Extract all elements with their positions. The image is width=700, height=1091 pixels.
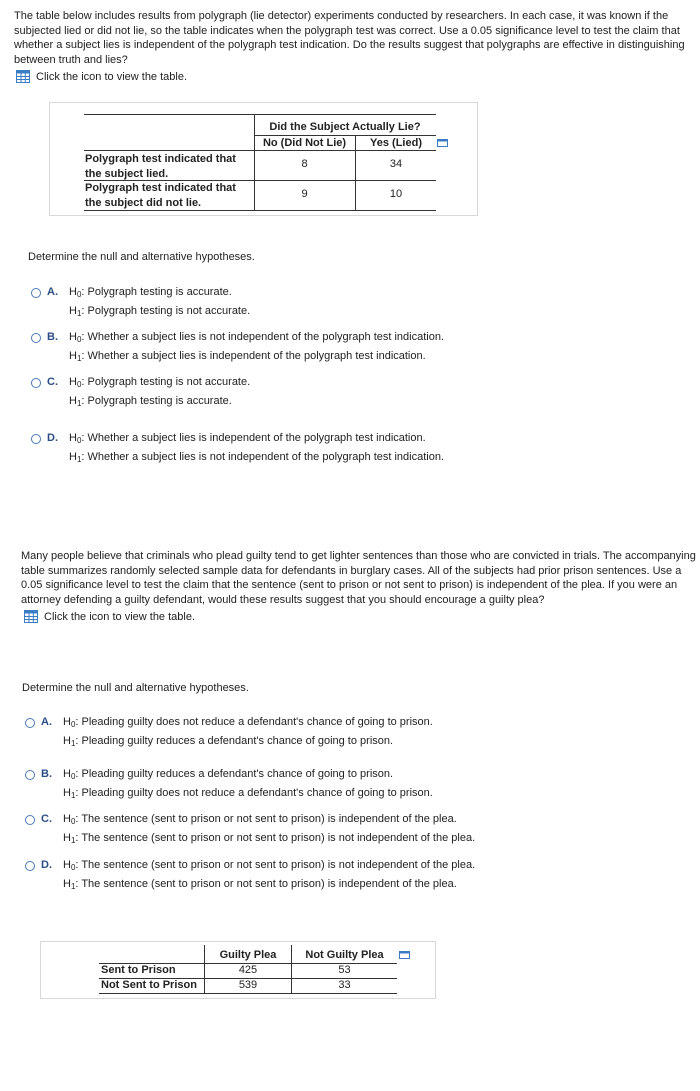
option-h0: : Polygraph testing is not accurate. bbox=[81, 376, 251, 388]
q2-row1-v1: 425 bbox=[238, 964, 258, 976]
option-h1: : The sentence (sent to prison or not sent to prison) is not independent of the plea. bbox=[75, 832, 476, 844]
q1-row2-label-b: the subject did not lie. bbox=[85, 196, 202, 209]
q1-row1-label-b: the subject lied. bbox=[85, 167, 169, 180]
table-grid-icon[interactable] bbox=[16, 70, 30, 83]
q1-prompt: Determine the null and alternative hypotheses. bbox=[28, 251, 255, 263]
option-letter: B. bbox=[47, 331, 58, 343]
h-symbol: H bbox=[63, 735, 71, 747]
h-symbol: H bbox=[63, 787, 71, 799]
q1-table-link-text[interactable]: Click the icon to view the table. bbox=[36, 70, 188, 83]
radio-button[interactable] bbox=[25, 770, 35, 780]
q1-option-b[interactable] bbox=[31, 331, 444, 366]
option-letter: C. bbox=[47, 376, 58, 388]
q1-row1-v2: 34 bbox=[389, 158, 403, 170]
h-symbol: H bbox=[63, 768, 71, 780]
radio-button[interactable] bbox=[25, 718, 35, 728]
h-symbol: H bbox=[63, 832, 71, 844]
option-h1: : Pleading guilty reduces a defendant's chance of going to prison. bbox=[75, 735, 394, 747]
q1-row1-v1: 8 bbox=[301, 158, 308, 170]
h-symbol: H bbox=[63, 813, 71, 825]
option-h1: : Whether a subject lies is independent of the polygraph test indication. bbox=[81, 350, 426, 362]
copy-table-icon[interactable] bbox=[437, 139, 448, 147]
option-h0: : Pleading guilty reduces a defendant's chance of going to prison. bbox=[75, 768, 394, 780]
radio-button[interactable] bbox=[25, 815, 35, 825]
h-symbol: H bbox=[63, 859, 71, 871]
q1-col2-header: Yes (Lied) bbox=[370, 137, 422, 149]
option-h1: : Whether a subject lies is not independent of the polygraph test indication. bbox=[81, 451, 445, 463]
h-symbol: H bbox=[69, 305, 77, 317]
option-h0: : Pleading guilty does not reduce a defendant's chance of going to prison. bbox=[75, 716, 433, 728]
h-symbol: H bbox=[69, 451, 77, 463]
h-sub: 0 bbox=[70, 817, 76, 826]
h-sub: 1 bbox=[70, 791, 76, 800]
q2-row2-v2: 33 bbox=[338, 979, 351, 991]
q1-group-header: Did the Subject Actually Lie? bbox=[269, 121, 421, 133]
q1-row1-label-a: Polygraph test indicated that bbox=[85, 153, 236, 165]
option-h0: : Polygraph testing is accurate. bbox=[81, 286, 232, 298]
option-letter: C. bbox=[41, 813, 52, 825]
option-h1: : The sentence (sent to prison or not sent to prison) is independent of the plea. bbox=[75, 878, 457, 890]
h-sub: 0 bbox=[70, 772, 76, 781]
h-symbol: H bbox=[69, 432, 77, 444]
q1-option-d[interactable] bbox=[31, 432, 444, 467]
q2-option-a[interactable] bbox=[25, 716, 433, 751]
option-letter: D. bbox=[47, 432, 58, 444]
option-letter: A. bbox=[41, 716, 52, 728]
radio-button[interactable] bbox=[31, 434, 41, 444]
h-sub: 0 bbox=[76, 290, 82, 299]
h-symbol: H bbox=[69, 286, 77, 298]
q1-row2-v2: 10 bbox=[389, 188, 403, 200]
q2-col2-header: Not Guilty Plea bbox=[305, 949, 384, 961]
h-sub: 1 bbox=[76, 399, 82, 408]
q1-option-a[interactable] bbox=[31, 286, 250, 321]
h-symbol: H bbox=[69, 376, 77, 388]
h-sub: 1 bbox=[76, 354, 82, 363]
h-sub: 1 bbox=[76, 309, 82, 318]
h-sub: 1 bbox=[76, 455, 82, 464]
q1-row2-label bbox=[85, 181, 236, 210]
radio-button[interactable] bbox=[31, 333, 41, 343]
q2-option-b[interactable] bbox=[25, 768, 433, 803]
radio-button[interactable] bbox=[31, 378, 41, 388]
q2-option-d[interactable] bbox=[25, 859, 475, 894]
table-grid-icon[interactable] bbox=[24, 610, 38, 623]
q1-table-link[interactable] bbox=[16, 70, 187, 83]
h-symbol: H bbox=[63, 878, 71, 890]
q1-intro: The table below includes results from polygraph (lie detector) experiments conducted by researchers. In each case, it was known if the subjected lied or did not lie, so the table indicates when the polygraph test was correct. Use a 0.05 significance level to test the claim that whether a subject lies is independent of the polygraph test indication. Do the results suggest that polygraphs are effective in distinguishing between truth and lies? bbox=[14, 10, 685, 66]
option-h1: : Polygraph testing is not accurate. bbox=[81, 305, 251, 317]
h-symbol: H bbox=[69, 331, 77, 343]
q1-row2-label-a: Polygraph test indicated that bbox=[85, 182, 236, 194]
option-h0: : The sentence (sent to prison or not sent to prison) is not independent of the plea. bbox=[75, 859, 476, 871]
q2-option-c[interactable] bbox=[25, 813, 475, 848]
q1-row1-label bbox=[85, 152, 236, 181]
q2-intro: Many people believe that criminals who plead guilty tend to get lighter sentences than those who are convicted in trials. The accompanying table summarizes randomly selected sample data for defendants in burglary cases. All of the subjects had prior prison sentences. Use a 0.05 significance level to test the claim that the sentence (sent to prison or not sent to prison) is independent of the plea. If you were an attorney defending a guilty defendant, would these results suggest that you should encourage a guilty plea? bbox=[21, 550, 696, 606]
h-sub: 0 bbox=[76, 335, 82, 344]
q2-prompt: Determine the null and alternative hypotheses. bbox=[22, 682, 249, 694]
option-h1: : Pleading guilty does not reduce a defendant's chance of going to prison. bbox=[75, 787, 433, 799]
option-h1: : Polygraph testing is accurate. bbox=[81, 395, 232, 407]
radio-button[interactable] bbox=[25, 861, 35, 871]
radio-button[interactable] bbox=[31, 288, 41, 298]
option-h0: : Whether a subject lies is not independent of the polygraph test indication. bbox=[81, 331, 445, 343]
option-h0: : Whether a subject lies is independent of the polygraph test indication. bbox=[81, 432, 426, 444]
q1-table bbox=[84, 114, 436, 211]
option-letter: A. bbox=[47, 286, 58, 298]
h-symbol: H bbox=[69, 395, 77, 407]
option-letter: B. bbox=[41, 768, 52, 780]
q2-row1-label: Sent to Prison bbox=[101, 964, 176, 976]
h-symbol: H bbox=[63, 716, 71, 728]
copy-table-icon[interactable] bbox=[399, 951, 410, 959]
h-sub: 0 bbox=[76, 380, 82, 389]
q2-table-link-text[interactable]: Click the icon to view the table. bbox=[44, 610, 196, 623]
q2-table-link[interactable] bbox=[24, 610, 195, 623]
option-letter: D. bbox=[41, 859, 52, 871]
h-sub: 1 bbox=[70, 739, 76, 748]
q2-row2-label: Not Sent to Prison bbox=[101, 979, 197, 991]
q2-row2-v1: 539 bbox=[238, 979, 258, 991]
h-symbol: H bbox=[69, 350, 77, 362]
h-sub: 1 bbox=[70, 836, 76, 845]
q1-col1-header: No (Did Not Lie) bbox=[262, 137, 347, 149]
q2-row1-v2: 53 bbox=[338, 964, 351, 976]
h-sub: 0 bbox=[76, 436, 82, 445]
q1-row2-v1: 9 bbox=[301, 188, 308, 200]
h-sub: 0 bbox=[70, 720, 76, 729]
option-h0: : The sentence (sent to prison or not sent to prison) is independent of the plea. bbox=[75, 813, 457, 825]
h-sub: 0 bbox=[70, 863, 76, 872]
q1-option-c[interactable] bbox=[31, 376, 250, 411]
h-sub: 1 bbox=[70, 882, 76, 891]
q2-table bbox=[99, 945, 397, 995]
q2-col1-header: Guilty Plea bbox=[219, 949, 277, 961]
